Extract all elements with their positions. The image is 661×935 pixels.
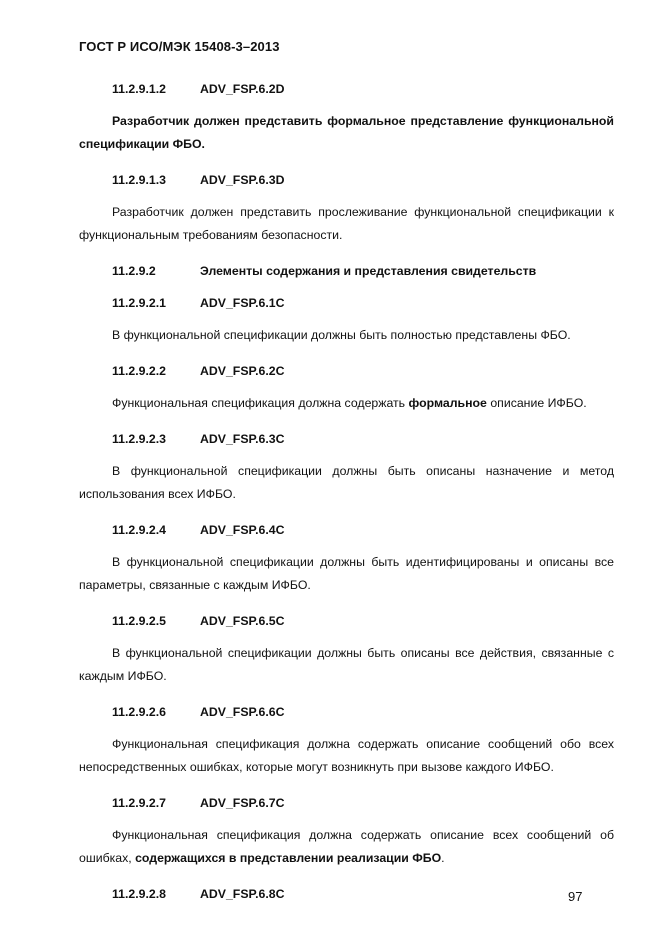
section-heading (79, 292, 614, 315)
section-number: 11.2.9.2.2 (112, 364, 167, 378)
paragraph-text: описание ИФБО. (486, 396, 587, 410)
paragraph (79, 324, 614, 347)
section-heading (79, 260, 614, 283)
section-title: ADV_FSP.6.2D (200, 82, 285, 96)
section-heading (79, 701, 614, 724)
section-title: ADV_FSP.6.8C (200, 887, 285, 901)
paragraph-emphasis: формальное (408, 396, 487, 410)
section-title: Элементы содержания и представления свидетельств (200, 264, 537, 278)
section-title: ADV_FSP.6.1C (200, 296, 285, 310)
section-heading (79, 792, 614, 815)
section-heading (79, 519, 614, 542)
document-body (79, 78, 614, 915)
paragraph (79, 733, 614, 779)
section-heading (79, 169, 614, 192)
paragraph (79, 824, 614, 870)
section-number: 11.2.9.1.3 (112, 173, 167, 187)
paragraph-text: Функциональная спецификация должна содержать описание сообщений обо всех непосредственных ошибках, которые могут возникнуть при вызове каждого ИФБО. (79, 737, 614, 774)
section-number: 11.2.9.2.1 (112, 296, 167, 310)
paragraph (79, 392, 614, 415)
section-number: 11.2.9.2.3 (112, 432, 167, 446)
paragraph (79, 460, 614, 506)
section-heading (79, 78, 614, 101)
section-number: 11.2.9.2.5 (112, 614, 167, 628)
section-number: 11.2.9.2.7 (112, 796, 167, 810)
paragraph-emphasis: содержащихся в представлении реализации ФБО (135, 851, 442, 865)
section-title: ADV_FSP.6.3C (200, 432, 285, 446)
paragraph-text: Разработчик должен представить формальное представление функциональной спецификации ФБО. (79, 114, 614, 151)
document-header: ГОСТ Р ИСО/МЭК 15408-3–2013 (79, 39, 280, 54)
section-heading (79, 610, 614, 633)
page-number: 97 (568, 889, 583, 904)
paragraph-text: Функциональная спецификация должна содержать (112, 396, 409, 410)
paragraph (79, 201, 614, 247)
section-number: 11.2.9.2.8 (112, 887, 167, 901)
section-heading (79, 428, 614, 451)
section-number: 11.2.9.2.4 (112, 523, 167, 537)
paragraph (79, 110, 614, 156)
section-number: 11.2.9.2 (112, 264, 156, 278)
section-title: ADV_FSP.6.5C (200, 614, 285, 628)
section-heading (79, 360, 614, 383)
section-title: ADV_FSP.6.4C (200, 523, 285, 537)
section-title: ADV_FSP.6.7C (200, 796, 285, 810)
paragraph (79, 551, 614, 597)
section-number: 11.2.9.2.6 (112, 705, 167, 719)
paragraph (79, 642, 614, 688)
section-title: ADV_FSP.6.6C (200, 705, 285, 719)
paragraph-text: В функциональной спецификации должны быть идентифицированы и описаны все параметры, связанные с каждым ИФБО. (79, 555, 614, 592)
section-number: 11.2.9.1.2 (112, 82, 167, 96)
section-heading (79, 883, 614, 906)
paragraph-text: В функциональной спецификации должны быть полностью представлены ФБО. (112, 328, 571, 342)
paragraph-text: Разработчик должен представить прослеживание функциональной спецификации к функциональным требованиям безопасности. (79, 205, 614, 242)
paragraph-text: Функциональная спецификация должна содержать описание всех сообщений об ошибках, (79, 828, 614, 865)
paragraph-text: В функциональной спецификации должны быть описаны назначение и метод использования всех ИФБО. (79, 464, 614, 501)
paragraph-text: . (441, 851, 445, 865)
section-title: ADV_FSP.6.3D (200, 173, 285, 187)
paragraph-text: В функциональной спецификации должны быть описаны все действия, связанные с каждым ИФБО. (79, 646, 614, 683)
section-title: ADV_FSP.6.2C (200, 364, 285, 378)
